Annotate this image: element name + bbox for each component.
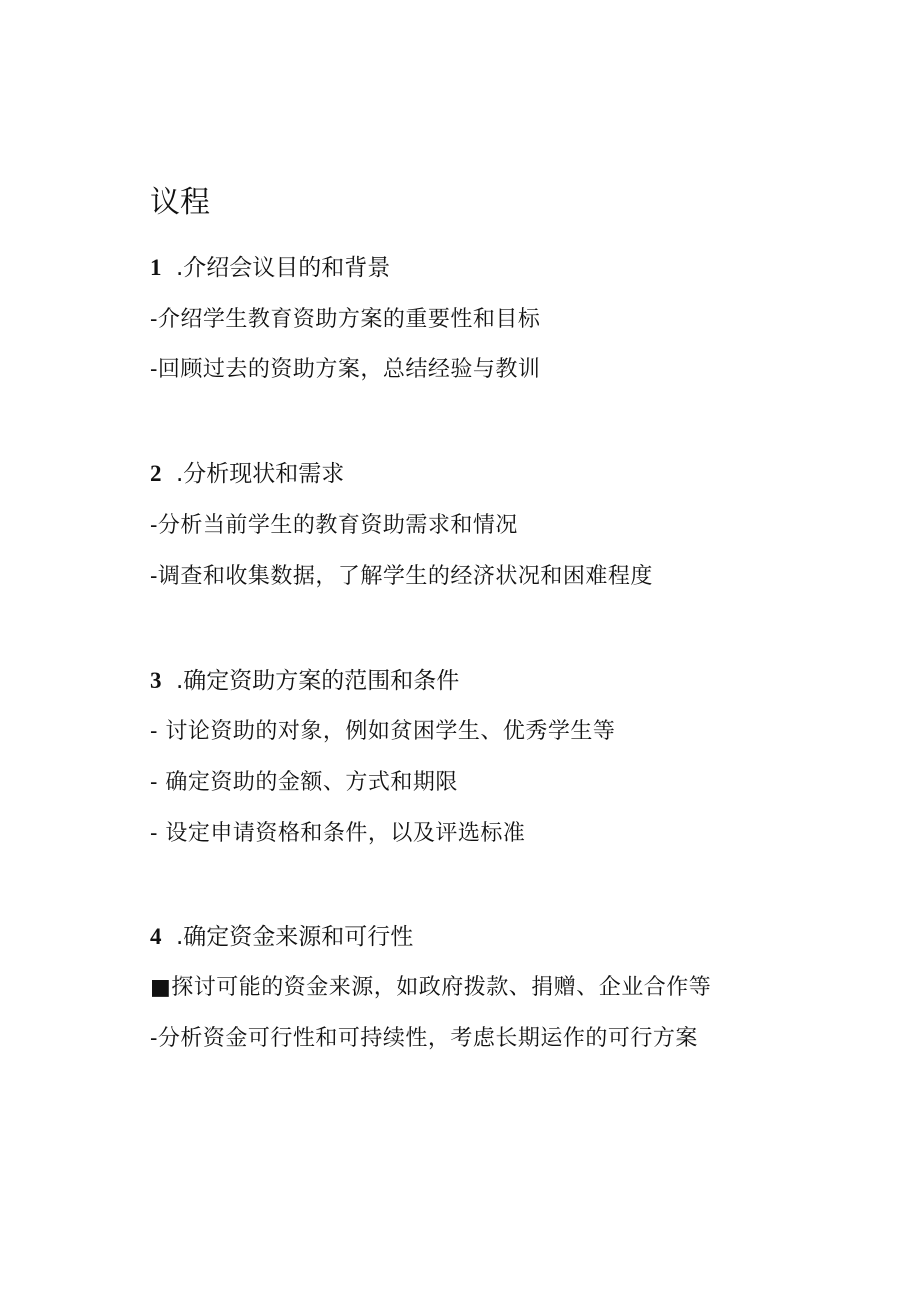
section-number: 4	[150, 924, 162, 949]
list-item: - 讨论资助的对象，例如贫困学生、优秀学生等	[150, 719, 616, 744]
list-item: - 确定资助的金额、方式和期限	[150, 770, 458, 795]
section-heading-2	[150, 458, 344, 490]
list-item: -调查和收集数据，了解学生的经济状况和困难程度	[150, 564, 653, 589]
section-title: .介绍会议目的和背景	[176, 255, 391, 281]
list-item: ■探讨可能的资金来源，如政府拨款、捐赠、企业合作等	[150, 975, 712, 1000]
section-title: .分析现状和需求	[176, 461, 345, 487]
list-item: - 设定申请资格和条件，以及评选标准	[150, 821, 526, 846]
page-title: 议程	[150, 185, 210, 220]
section-heading-1	[150, 252, 390, 284]
list-item: -介绍学生教育资助方案的重要性和目标	[150, 307, 541, 332]
list-item: -分析资金可行性和可持续性，考虑长期运作的可行方案	[150, 1026, 698, 1051]
section-number: 3	[150, 668, 162, 693]
section-title: .确定资助方案的范围和条件	[176, 668, 460, 694]
section-heading-3	[150, 665, 459, 697]
section-number: 2	[150, 461, 162, 486]
section-heading-4	[150, 921, 413, 953]
section-number: 1	[150, 255, 162, 280]
section-title: .确定资金来源和可行性	[176, 924, 414, 950]
list-item: -分析当前学生的教育资助需求和情况	[150, 513, 518, 538]
list-item: -回顾过去的资助方案，总结经验与教训	[150, 357, 541, 382]
